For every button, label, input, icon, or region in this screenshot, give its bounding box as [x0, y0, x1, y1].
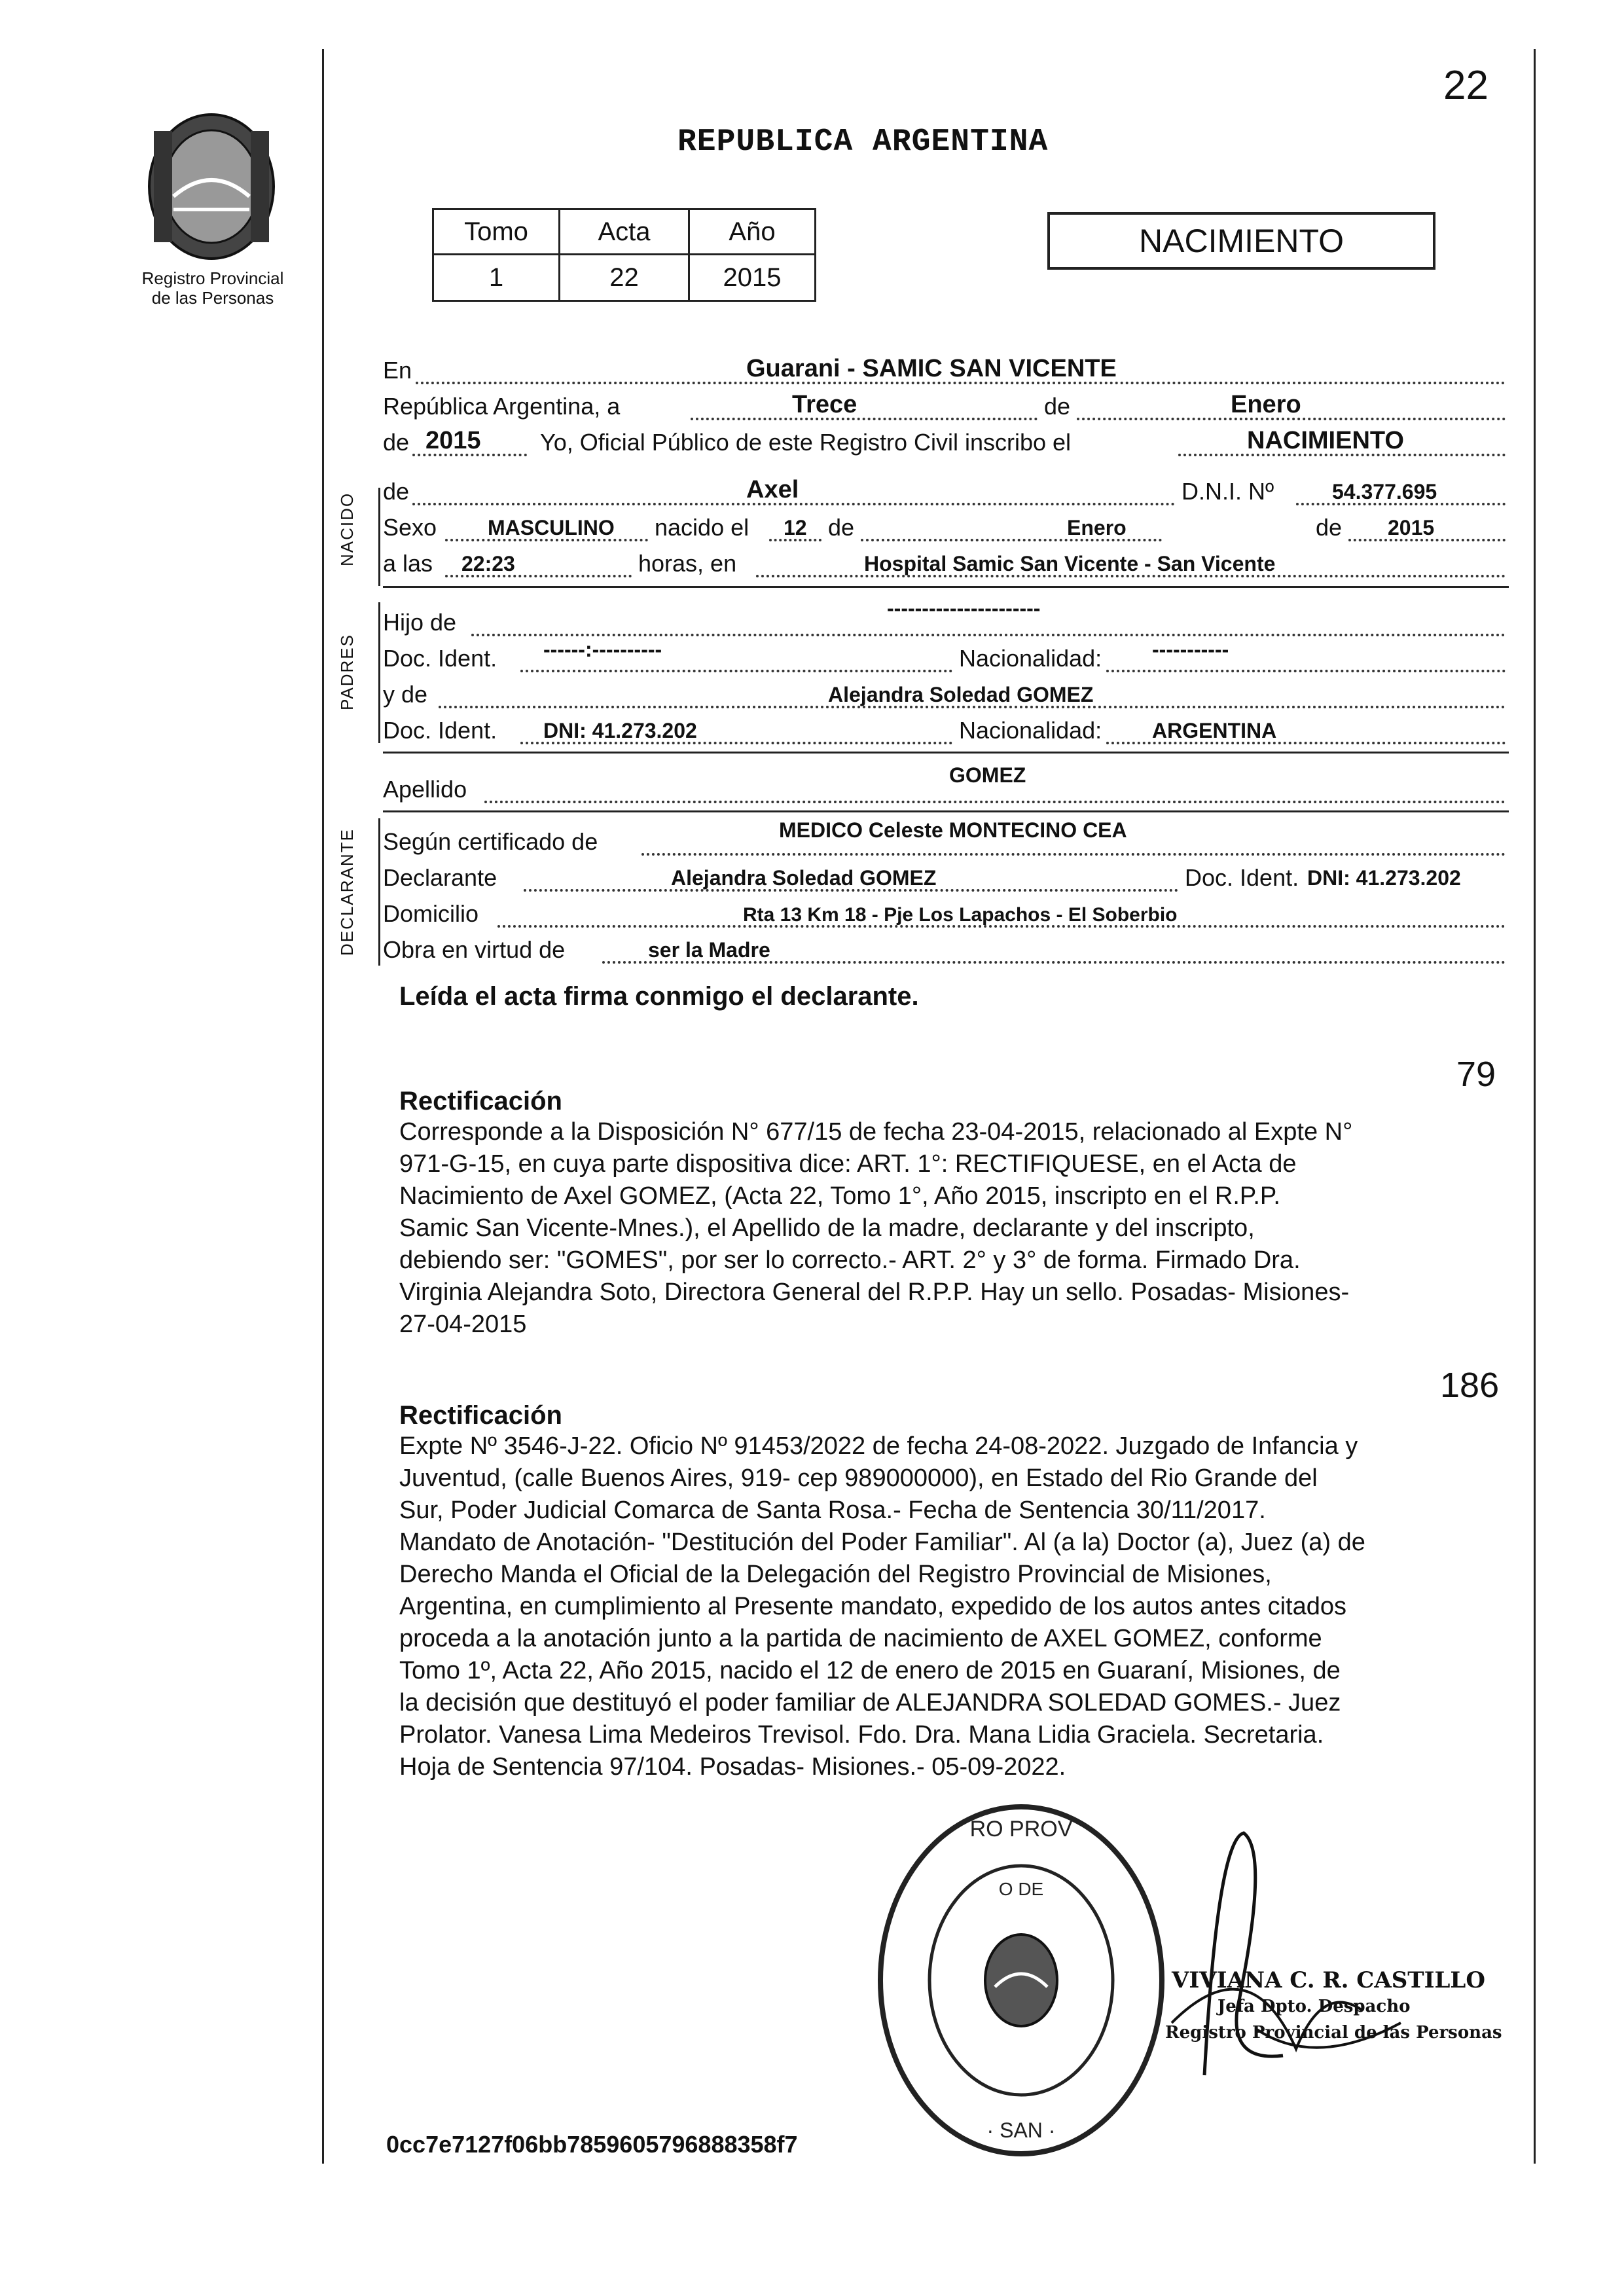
value-doc-madre: DNI: 41.273.202 [543, 719, 697, 742]
signature-role: Jefa Dpto. Despacho [1218, 1997, 1411, 2016]
value-nacionalidad-madre: ARGENTINA [1152, 719, 1277, 742]
rectification-1-line: debiendo ser: "GOMES", por ser lo correcto.- ART. 2° y 3° de forma. Firmado Dra. [399, 1246, 1301, 1274]
handwritten-signature [1087, 1813, 1545, 2088]
value-certificado: MEDICO Celeste MONTECINO CEA [779, 818, 1127, 842]
form-line-y-de [383, 674, 1509, 711]
rectification-1-line: Corresponde a la Disposición N° 677/15 de fecha 23-04-2015, relacionado al Expte N° [399, 1118, 1353, 1146]
svg-text:RO PROV: RO PROV [969, 1817, 1073, 1842]
rectification-2-line: Hoja de Sentencia 97/104. Posadas- Misiones.- 05-09-2022. [399, 1753, 1066, 1781]
apellido-divider [383, 810, 1509, 812]
value-mes-inscripcion: Enero [1231, 391, 1301, 418]
form-line-doc-padre [383, 638, 1509, 675]
rectification-2-line: Juventud, (calle Buenos Aires, 919- cep 989000000), en Estado del Rio Grande del [399, 1464, 1318, 1492]
rectification-2-line: proceda a la anotación junto a la partida de nacimiento de AXEL GOMEZ, conforme [399, 1625, 1322, 1652]
rectification-1-number: 79 [1456, 1055, 1496, 1094]
rectification-1-title: Rectificación [399, 1087, 562, 1116]
rectification-2-line: Prolator. Vanesa Lima Medeiros Trevisol. Fdo. Dra. Mana Lidia Graciela. Secretaria. [399, 1721, 1324, 1749]
page-number: 22 [1443, 63, 1489, 108]
logo-caption-line1: Registro Provincial [141, 268, 284, 288]
form-inner-rule-3 [378, 818, 380, 966]
table-value-anio: 2015 [689, 255, 816, 301]
read-note: Leída el acta firma conmigo el declarante. [399, 982, 919, 1011]
form-line-republica [383, 386, 1509, 423]
signature-name: VIVIANA C. R. CASTILLO [1172, 1967, 1485, 1993]
rectification-1-line: Nacimiento de Axel GOMEZ, (Acta 22, Tomo 1°, Año 2015, inscripto en el R.P.P. [399, 1182, 1280, 1210]
label-de-anio: de [383, 429, 410, 456]
country-title: REPUBLICA ARGENTINA [677, 124, 1049, 160]
value-hora: 22:23 [461, 552, 515, 575]
value-lugar-nacimiento: Hospital Samic San Vicente - San Vicente [864, 552, 1276, 575]
left-margin-rule [322, 49, 324, 2164]
document-hash-code: 0cc7e7127f06bb7859605796888358f7 [386, 2131, 798, 2158]
logo-caption-line2: de las Personas [151, 288, 274, 308]
padres-divider [383, 752, 1509, 754]
rectification-2-line: Derecho Manda el Oficial de la Delegación del Registro Provincial de Misiones, [399, 1561, 1272, 1588]
value-nombre: Axel [746, 476, 799, 503]
value-tipo-acta: NACIMIENTO [1247, 427, 1404, 454]
label-a-las: a las [383, 550, 433, 577]
section-label-padres: PADRES [337, 634, 357, 710]
value-lugar: Guarani - SAMIC SAN VICENTE [746, 355, 1117, 382]
form-line-certificado [383, 818, 1509, 858]
form-line-en [383, 350, 1509, 387]
act-type-box: NACIMIENTO [1047, 212, 1435, 270]
svg-text:· SAN ·: · SAN · [986, 2118, 1056, 2142]
value-domicilio: Rta 13 Km 18 - Pje Los Lapachos - El Soberbio [743, 904, 1178, 926]
value-doc-padre: ------:---------- [543, 638, 662, 661]
rectification-2-line: Expte Nº 3546-J-22. Oficio Nº 91453/2022 de fecha 24-08-2022. Juzgado de Infancia y [399, 1432, 1358, 1460]
form-line-sexo [383, 507, 1509, 544]
rectification-2-line: Mandato de Anotación- "Destitución del Poder Familiar". Al (a la) Doctor (a), Juez (a) de [399, 1529, 1365, 1556]
rectification-2-body [399, 1430, 1479, 1783]
label-oficial: Yo, Oficial Público de este Registro Civil inscribo el [540, 429, 1072, 456]
label-sexo: Sexo [383, 514, 437, 541]
form-line-nombre [383, 471, 1509, 508]
table-value-acta: 22 [560, 255, 689, 301]
value-anio-inscripcion: 2015 [425, 427, 481, 454]
value-dia-nacimiento: 12 [784, 516, 807, 539]
rectification-1-line: Samic San Vicente-Mnes.), el Apellido de la madre, declarante y del inscripto, [399, 1214, 1255, 1242]
value-declarante: Alejandra Soledad GOMEZ [671, 866, 937, 890]
label-de-anio-nac: de [1316, 514, 1343, 541]
label-republica: República Argentina, a [383, 393, 621, 420]
nacido-divider [383, 586, 1509, 588]
form-line-anio [383, 422, 1509, 459]
label-hijo-de: Hijo de [383, 609, 457, 636]
form-inner-rule [378, 488, 380, 586]
label-segun-certificado: Según certificado de [383, 828, 598, 855]
value-dia-inscripcion: Trece [792, 391, 857, 418]
table-header-tomo: Tomo [433, 209, 560, 255]
rectification-2-number: 186 [1440, 1366, 1500, 1405]
label-obra-en-virtud: Obra en virtud de [383, 936, 566, 963]
label-dni: D.N.I. Nº [1182, 478, 1274, 505]
rectification-2-line: Argentina, en cumplimiento al Presente mandato, expedido de los autos antes citados [399, 1593, 1347, 1620]
label-en: En [383, 357, 412, 384]
value-padre: ---------------------- [887, 596, 1041, 620]
svg-text:O DE: O DE [998, 1879, 1044, 1899]
label-doc-ident-madre: Doc. Ident. [383, 717, 497, 744]
registry-table [432, 208, 816, 302]
table-header-anio: Año [689, 209, 816, 255]
label-de-nombre: de [383, 478, 410, 505]
rectification-2-line: Sur, Poder Judicial Comarca de Santa Rosa.- Fecha de Sentencia 30/11/2017. [399, 1497, 1266, 1524]
value-apellido: GOMEZ [949, 763, 1026, 787]
label-apellido: Apellido [383, 776, 467, 803]
label-nacido-el: nacido el [655, 514, 749, 541]
provincial-seal-logo [128, 105, 295, 268]
rectification-1-line: 27-04-2015 [399, 1311, 527, 1338]
label-y-de: y de [383, 681, 428, 708]
value-sexo: MASCULINO [488, 516, 615, 539]
signature-org: Registro Provincial de las Personas [1165, 2023, 1502, 2043]
form-inner-rule-2 [378, 602, 380, 743]
table-value-tomo: 1 [433, 255, 560, 301]
label-domicilio: Domicilio [383, 900, 479, 927]
rectification-2-line: la decisión que destituyó el poder familiar de ALEJANDRA SOLEDAD GOMES.- Juez [399, 1689, 1341, 1716]
section-label-declarante: DECLARANTE [337, 828, 357, 956]
value-anio-nacimiento: 2015 [1388, 516, 1435, 539]
logo-caption [115, 268, 311, 308]
section-label-nacido: NACIDO [337, 492, 357, 566]
label-horas-en: horas, en [638, 550, 737, 577]
rectification-1-line: Virginia Alejandra Soto, Directora General del R.P.P. Hay un sello. Posadas- Misiones- [399, 1279, 1350, 1306]
label-de-mes: de [1044, 393, 1071, 420]
form-line-doc-madre [383, 710, 1509, 747]
value-nacionalidad-padre: ----------- [1152, 638, 1229, 661]
rectification-2-line: Tomo 1º, Acta 22, Año 2015, nacido el 12 de enero de 2015 en Guaraní, Misiones, de [399, 1657, 1341, 1684]
label-doc-ident-padre: Doc. Ident. [383, 645, 497, 672]
label-nacionalidad-padre: Nacionalidad: [959, 645, 1102, 672]
table-header-acta: Acta [560, 209, 689, 255]
value-mes-nacimiento: Enero [1067, 516, 1127, 539]
label-de-mes-nac: de [828, 514, 855, 541]
value-madre: Alejandra Soledad GOMEZ [828, 683, 1094, 706]
rectification-1-line: 971-G-15, en cuya parte dispositiva dice: ART. 1°: RECTIFIQUESE, en el Acta de [399, 1150, 1297, 1178]
form-line-declarante [383, 858, 1509, 894]
label-doc-ident-declarante: Doc. Ident. [1185, 864, 1299, 891]
label-declarante: Declarante [383, 864, 497, 891]
label-nacionalidad-madre: Nacionalidad: [959, 717, 1102, 744]
rectification-2-title: Rectificación [399, 1401, 562, 1430]
form-line-hijo-de [383, 596, 1509, 639]
value-doc-declarante: DNI: 41.273.202 [1307, 866, 1461, 890]
form-line-apellido [383, 763, 1509, 806]
value-obra: ser la Madre [648, 938, 770, 962]
rectification-1-body [399, 1116, 1479, 1341]
form-line-obra [383, 930, 1509, 966]
form-line-domicilio [383, 894, 1509, 930]
value-dni-inscripto: 54.377.695 [1332, 480, 1437, 503]
form-line-hora [383, 543, 1509, 580]
